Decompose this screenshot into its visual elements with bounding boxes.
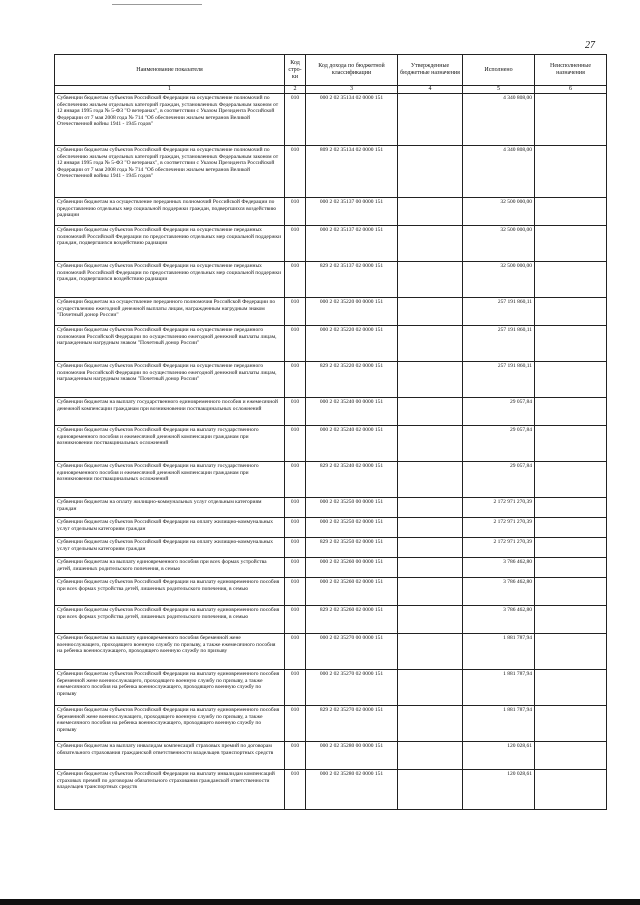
income-code-cell: 829 2 02 35220 02 0000 151 [306,362,398,398]
income-code-cell: 829 2 02 35260 02 0000 151 [306,606,398,634]
row-code-cell: 010 [285,538,306,558]
unexecuted-cell [535,742,607,770]
income-code-cell: 000 2 02 35137 02 0000 151 [306,226,398,262]
top-rule [112,4,202,5]
unexecuted-cell [535,298,607,326]
table-row [55,94,607,146]
unexecuted-cell [535,578,607,606]
executed-cell: 1 881 787,94 [463,634,535,670]
row-name-cell: Субвенции бюджетам на оплату жилищно-коммунальных услуг отдельным категориям граждан [55,498,285,518]
income-code-cell: 000 2 02 35260 02 0000 151 [306,578,398,606]
table-row [55,198,607,226]
scan-edge [0,899,640,905]
row-code-cell: 010 [285,742,306,770]
row-name-cell: Субвенции бюджетам субъектов Российской Федерации на оплату жилищно-коммунальных услуг отдельным категориям граждан [55,518,285,538]
executed-cell: 257 191 860,11 [463,298,535,326]
approved-cell [398,706,463,742]
approved-cell [398,146,463,198]
unexecuted-cell [535,634,607,670]
executed-cell: 4 340 808,00 [463,94,535,146]
row-code-cell: 010 [285,226,306,262]
unexecuted-cell [535,518,607,538]
unexecuted-cell [535,670,607,706]
approved-cell [398,462,463,498]
column-number: 3 [306,86,398,94]
executed-cell: 3 786 462,80 [463,578,535,606]
executed-cell: 2 172 971 270,39 [463,518,535,538]
executed-cell: 120 028,61 [463,770,535,810]
income-code-cell: 000 2 02 35250 02 0000 151 [306,518,398,538]
approved-cell [398,362,463,398]
header-unexecuted: Неисполненные назначения [535,55,607,86]
approved-cell [398,94,463,146]
row-code-cell: 010 [285,770,306,810]
row-name-cell: Субвенции бюджетам субъектов Российской Федерации на выплату единовременного пособия беременной жене военнослужащего, проходящего военную службу по призыву, а также ежемесячного пособия на ребенка военнослужащего, проходящего военную службу по призыву [55,706,285,742]
row-code-cell: 010 [285,634,306,670]
table-row [55,770,607,810]
unexecuted-cell [535,398,607,426]
unexecuted-cell [535,94,607,146]
row-code-cell: 010 [285,146,306,198]
income-code-cell: 000 2 02 35280 00 0000 151 [306,742,398,770]
income-code-cell: 000 2 02 35134 02 0000 151 [306,94,398,146]
executed-cell: 257 191 860,11 [463,326,535,362]
table-row [55,606,607,634]
table-row [55,298,607,326]
approved-cell [398,426,463,462]
approved-cell [398,578,463,606]
column-number-row [55,86,607,94]
income-code-cell: 829 2 02 35270 02 0000 151 [306,706,398,742]
table-row [55,742,607,770]
table-row [55,578,607,606]
table-row [55,670,607,706]
income-code-cell: 829 2 02 35250 02 0000 151 [306,538,398,558]
row-name-cell: Субвенции бюджетам на осуществление переданного полномочия Российской Федерации по осуществлению ежегодной денежной выплаты лицам, награжденным нагрудным знаком "Почетный донор России" [55,298,285,326]
approved-cell [398,198,463,226]
row-code-cell: 010 [285,362,306,398]
executed-cell: 2 172 971 270,39 [463,538,535,558]
row-code-cell: 010 [285,262,306,298]
row-name-cell: Субвенции бюджетам на осуществление переданных полномочий Российской Федерации по предоставлению отдельных мер социальной поддержки граждан, подвергшихся воздействию радиации [55,198,285,226]
row-code-cell: 010 [285,558,306,578]
income-code-cell: 809 2 02 35134 02 0000 151 [306,146,398,198]
unexecuted-cell [535,198,607,226]
budget-execution-table [54,54,607,810]
header-row-code: Код стро-ки [285,55,306,86]
row-code-cell: 010 [285,606,306,634]
table-row [55,226,607,262]
unexecuted-cell [535,146,607,198]
income-code-cell: 000 2 02 35270 02 0000 151 [306,670,398,706]
executed-cell: 3 786 462,80 [463,558,535,578]
executed-cell: 120 028,61 [463,742,535,770]
executed-cell: 32 500 000,00 [463,226,535,262]
table-row [55,558,607,578]
approved-cell [398,538,463,558]
table-row [55,146,607,198]
column-number: 5 [463,86,535,94]
table-row [55,634,607,670]
income-code-cell: 000 2 02 35220 02 0000 151 [306,326,398,362]
executed-cell: 32 500 000,00 [463,198,535,226]
executed-cell: 4 340 808,00 [463,146,535,198]
row-name-cell: Субвенции бюджетам субъектов Российской Федерации на осуществление полномочий по обеспечению жильем отдельных категорий граждан, установленных Федеральным законом от 12 января 1995 года № 5-ФЗ "О ветеранах", в соответствии с Указом Президента Российской Федерации от 7 мая 2008 года № 714 "Об обеспечении жильем ветеранов Великой Отечественной войны 1941 - 1945 годов" [55,146,285,198]
header-row [55,55,607,86]
header-approved: Утвержденные бюджетные назначения [398,55,463,86]
income-code-cell: 000 2 02 35280 02 0000 151 [306,770,398,810]
unexecuted-cell [535,326,607,362]
approved-cell [398,262,463,298]
row-code-cell: 010 [285,518,306,538]
income-code-cell: 000 2 02 35270 00 0000 151 [306,634,398,670]
income-code-cell: 000 2 02 35240 00 0000 151 [306,398,398,426]
income-code-cell: 000 2 02 35260 00 0000 151 [306,558,398,578]
row-name-cell: Субвенции бюджетам на выплату единовременного пособия при всех формах устройства детей, лишенных родительского попечения, в семью [55,558,285,578]
row-name-cell: Субвенции бюджетам субъектов Российской Федерации на оплату жилищно-коммунальных услуг отдельным категориям граждан [55,538,285,558]
row-code-cell: 010 [285,498,306,518]
row-name-cell: Субвенции бюджетам субъектов Российской Федерации на осуществление переданных полномочий Российской Федерации по предоставлению отдельных мер социальной поддержки граждан, подвергшихся воздействию радиации [55,226,285,262]
unexecuted-cell [535,558,607,578]
approved-cell [398,558,463,578]
unexecuted-cell [535,770,607,810]
unexecuted-cell [535,606,607,634]
income-code-cell: 000 2 02 35240 02 0000 151 [306,426,398,462]
executed-cell: 29 057,84 [463,398,535,426]
executed-cell: 32 500 000,00 [463,262,535,298]
unexecuted-cell [535,538,607,558]
table-row [55,498,607,518]
income-code-cell: 000 2 02 35250 00 0000 151 [306,498,398,518]
unexecuted-cell [535,462,607,498]
unexecuted-cell [535,706,607,742]
unexecuted-cell [535,498,607,518]
table-row [55,518,607,538]
row-name-cell: Субвенции бюджетам на выплату инвалидам компенсаций страховых премий по договорам обязательного страхования гражданской ответственности владельцев транспортных средств [55,742,285,770]
row-name-cell: Субвенции бюджетам субъектов Российской Федерации на выплату единовременного пособия при всех формах устройства детей, лишенных родительского попечения, в семью [55,606,285,634]
approved-cell [398,606,463,634]
row-name-cell: Субвенции бюджетам субъектов Российской Федерации на осуществление переданных полномочий Российской Федерации по предоставлению отдельных мер социальной поддержки граждан, подвергшихся воздействию радиации [55,262,285,298]
row-code-cell: 010 [285,298,306,326]
approved-cell [398,670,463,706]
unexecuted-cell [535,226,607,262]
executed-cell: 1 881 787,94 [463,670,535,706]
column-number: 6 [535,86,607,94]
row-name-cell: Субвенции бюджетам субъектов Российской Федерации на выплату инвалидам компенсаций страховых премий по договорам обязательного страхования гражданской ответственности владельцев транспортных средств [55,770,285,810]
row-code-cell: 010 [285,462,306,498]
income-code-cell: 000 2 02 35137 00 0000 151 [306,198,398,226]
unexecuted-cell [535,262,607,298]
row-name-cell: Субвенции бюджетам субъектов Российской Федерации на выплату единовременного пособия при всех формах устройства детей, лишенных родительского попечения, в семью [55,578,285,606]
approved-cell [398,226,463,262]
executed-cell: 2 172 971 270,39 [463,498,535,518]
row-name-cell: Субвенции бюджетам субъектов Российской Федерации на осуществление переданного полномочия Российской Федерации по осуществлению ежегодной денежной выплаты лицам, награжденным нагрудным знаком "Почетный донор России" [55,326,285,362]
executed-cell: 1 881 787,94 [463,706,535,742]
row-code-cell: 010 [285,198,306,226]
row-name-cell: Субвенции бюджетам субъектов Российской Федерации на выплату государственного единовременного пособия и ежемесячной денежной компенсации гражданам при возникновении поствакцинальных осложнений [55,462,285,498]
table-row [55,326,607,362]
row-code-cell: 010 [285,670,306,706]
table-row [55,398,607,426]
executed-cell: 29 057,84 [463,426,535,462]
table-row [55,426,607,462]
table-row [55,538,607,558]
header-name: Наименование показателя [55,55,285,86]
column-number: 2 [285,86,306,94]
row-name-cell: Субвенции бюджетам на выплату государственного единовременного пособия и ежемесячной денежной компенсации гражданам при возникновении поствакцинальных осложнений [55,398,285,426]
row-code-cell: 010 [285,326,306,362]
row-name-cell: Субвенции бюджетам на выплату единовременного пособия беременной жене военнослужащего, проходящего военную службу по призыву, а также ежемесячного пособия на ребенка военнослужащего, проходящего военную службу по призыву [55,634,285,670]
column-number: 4 [398,86,463,94]
row-name-cell: Субвенции бюджетам субъектов Российской Федерации на выплату государственного единовременного пособия и ежемесячной денежной компенсации гражданам при возникновении поствакцинальных осложнений [55,426,285,462]
row-code-cell: 010 [285,706,306,742]
approved-cell [398,398,463,426]
header-income-code: Код дохода по бюджетной классификации [306,55,398,86]
executed-cell: 3 786 462,80 [463,606,535,634]
unexecuted-cell [535,362,607,398]
executed-cell: 257 191 860,11 [463,362,535,398]
row-code-cell: 010 [285,94,306,146]
approved-cell [398,742,463,770]
approved-cell [398,298,463,326]
income-code-cell: 829 2 02 35240 02 0000 151 [306,462,398,498]
row-name-cell: Субвенции бюджетам субъектов Российской Федерации на осуществление полномочий по обеспечению жильем отдельных категорий граждан, установленных Федеральным законом от 12 января 1995 года № 5-ФЗ "О ветеранах", в соответствии с Указом Президента Российской Федерации от 7 мая 2008 года № 714 "Об обеспечении жильем ветеранов Великой Отечественной войны 1941 - 1945 годов" [55,94,285,146]
page-number: 27 [585,40,595,51]
row-code-cell: 010 [285,426,306,462]
table-row [55,462,607,498]
table-row [55,706,607,742]
unexecuted-cell [535,426,607,462]
header-executed: Исполнено [463,55,535,86]
table-row [55,262,607,298]
row-name-cell: Субвенции бюджетам субъектов Российской Федерации на выплату единовременного пособия беременной жене военнослужащего, проходящего военную службу по призыву, а также ежемесячного пособия на ребенка военнослужащего, проходящего военную службу по призыву [55,670,285,706]
row-code-cell: 010 [285,578,306,606]
row-name-cell: Субвенции бюджетам субъектов Российской Федерации на осуществление переданного полномочия Российской Федерации по осуществлению ежегодной денежной выплаты лицам, награжденным нагрудным знаком "Почетный донор России" [55,362,285,398]
income-code-cell: 000 2 02 35220 00 0000 151 [306,298,398,326]
approved-cell [398,634,463,670]
approved-cell [398,770,463,810]
approved-cell [398,326,463,362]
table-row [55,362,607,398]
income-code-cell: 829 2 02 35137 02 0000 151 [306,262,398,298]
row-code-cell: 010 [285,398,306,426]
approved-cell [398,498,463,518]
executed-cell: 29 057,84 [463,462,535,498]
column-number: 1 [55,86,285,94]
approved-cell [398,518,463,538]
